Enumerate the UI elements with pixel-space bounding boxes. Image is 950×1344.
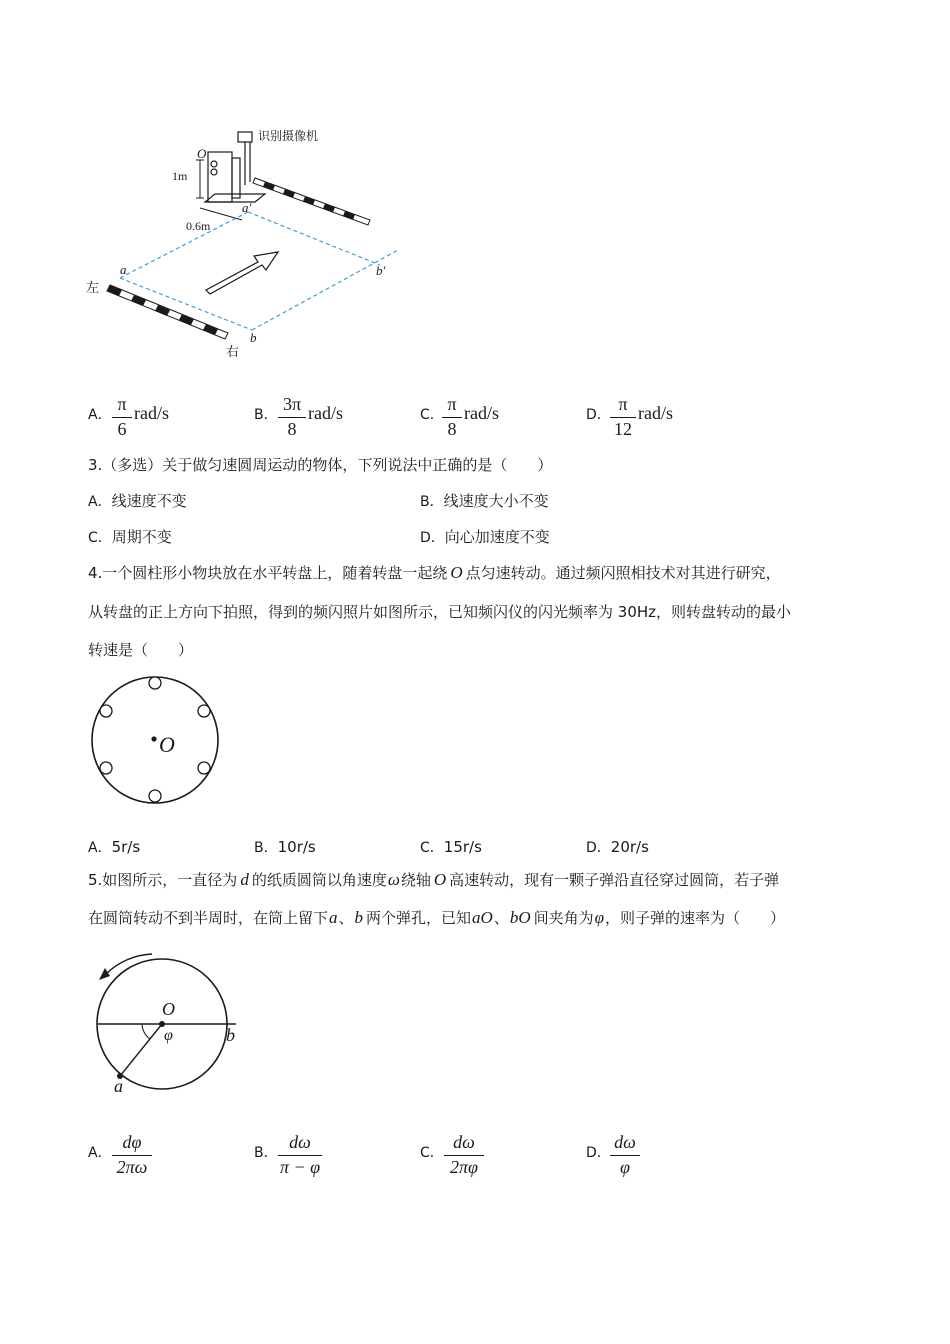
a-label: a <box>120 262 127 277</box>
o-label: O <box>197 146 207 161</box>
q3-option-d: D．向心加速度不变 <box>420 528 550 546</box>
height-label: 1m <box>172 169 188 183</box>
hole-a-label: a <box>114 1076 123 1096</box>
center-point <box>151 736 156 741</box>
q4-stem-line-3: 转速是（ ） <box>88 641 194 659</box>
b-prime-label: b′ <box>376 263 386 278</box>
q5-option-d-letter: D． <box>586 1145 611 1161</box>
q3-stem: 3.（多选）关于做匀速圆周运动的物体，下列说法中正确的是（ ） <box>88 456 553 474</box>
q2-option-b-letter: B． <box>254 407 278 423</box>
q5-option-b-fraction: dω π − φ <box>279 1132 321 1177</box>
q5-option-c-fraction: dω 2πφ <box>444 1132 484 1178</box>
q4-stem-line-2: 从转盘的正上方向下拍照，得到的频闪照片如图所示，已知频闪仪的闪光频率为 30Hz，则转盘转动的最小 <box>88 603 792 621</box>
phi-label: φ <box>164 1027 173 1044</box>
flash-position <box>149 677 161 689</box>
q5-option-a-letter: A． <box>88 1145 112 1161</box>
turntable-figure <box>88 672 224 808</box>
q5-stem-line-2: 在圆筒转动不到半周时，在筒上留下a、b 两个弹孔，已知aO、bO 间夹角为φ，则子弹的速率为（ ） <box>88 908 786 927</box>
cylinder-o-label: O <box>162 999 175 1019</box>
q2-option-c-unit: rad/s <box>464 403 499 423</box>
rotation-arrow-icon <box>106 954 152 974</box>
flash-position <box>149 790 161 802</box>
q4-stem-line-1: 4.一个圆柱形小物块放在水平转盘上，随着转盘一起绕 O 点匀速转动。通过频闪照相技术对其进行研究， <box>88 563 781 582</box>
cylinder-figure <box>90 946 250 1096</box>
q2-option-b-unit: rad/s <box>308 403 343 423</box>
width-label: 0.6m <box>186 219 211 233</box>
q4-option-a: A．5r/s <box>88 838 141 856</box>
q2-option-b-fraction: 3π 8 <box>278 394 306 440</box>
camera-label: 识别摄像机 <box>258 129 319 143</box>
q4-option-c: C．15r/s <box>420 838 482 856</box>
q5-option-d-fraction: dω φ <box>610 1132 640 1178</box>
turntable-o-label: O <box>159 732 175 757</box>
q5-option-b-letter: B． <box>254 1145 278 1161</box>
direction-arrow <box>206 252 278 294</box>
camera-icon <box>238 132 252 142</box>
q2-option-a-unit: rad/s <box>134 403 169 423</box>
q2-option-d-unit: rad/s <box>638 403 673 423</box>
toll-gate-figure <box>80 120 410 365</box>
flash-position <box>100 762 112 774</box>
q3-option-c: C．周期不变 <box>88 528 172 546</box>
q3-option-b: B．线速度大小不变 <box>420 492 549 510</box>
barrier-arm-top <box>253 178 370 225</box>
q2-option-a-letter: A． <box>88 407 112 423</box>
flash-position <box>198 762 210 774</box>
left-label: 左 <box>86 281 100 296</box>
q5-option-a-fraction: dφ 2πω <box>112 1132 152 1178</box>
q5-stem-line-1: 5.如图所示，一直径为 d 的纸质圆筒以角速度ω绕轴 O 高速转动，现有一颗子弹沿直径穿过圆筒，若子弹 <box>88 870 780 889</box>
q5-option-c-letter: C． <box>420 1145 444 1161</box>
q2-option-c-letter: C． <box>420 407 444 423</box>
q3-option-a: A．线速度不变 <box>88 492 187 510</box>
q2-option-a-fraction: π 6 <box>112 394 132 440</box>
q4-option-b: B．10r/s <box>254 838 316 856</box>
flash-position <box>100 705 112 717</box>
b-label: b <box>250 330 257 345</box>
q2-option-d-fraction: π 12 <box>610 394 636 440</box>
a-prime-label: a′ <box>242 200 252 215</box>
hole-b-label: b <box>226 1025 235 1045</box>
q4-option-d: D．20r/s <box>586 838 649 856</box>
flash-position <box>198 705 210 717</box>
right-label: 右 <box>226 345 240 360</box>
q2-option-c-fraction: π 8 <box>442 394 462 440</box>
q2-option-d-letter: D． <box>586 407 611 423</box>
